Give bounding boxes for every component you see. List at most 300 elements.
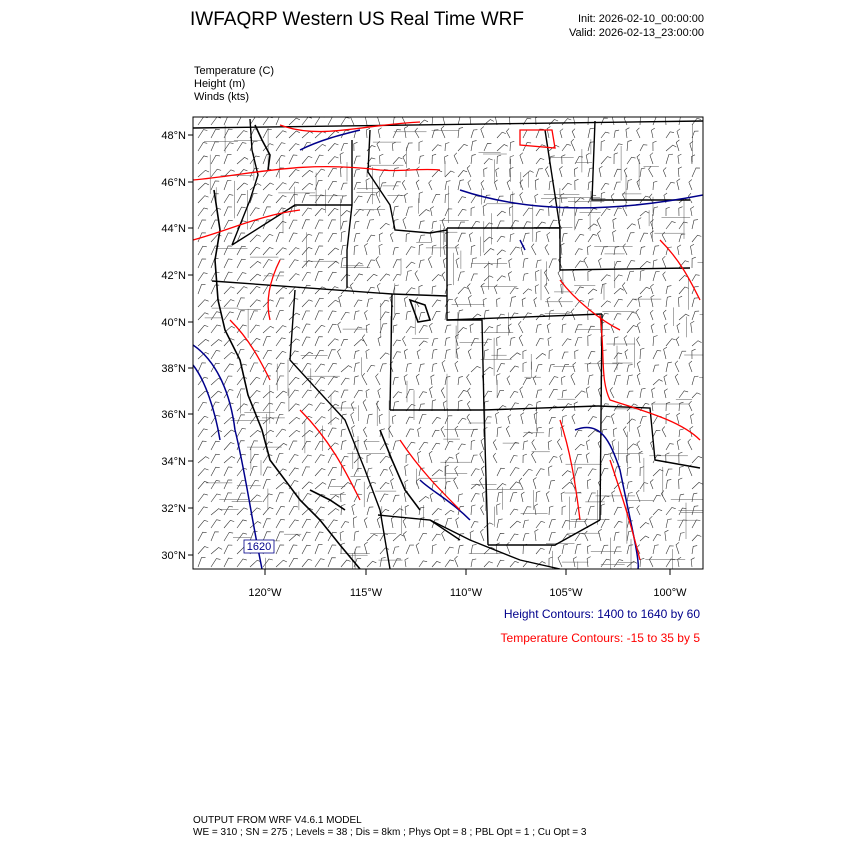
wind-barb <box>393 168 399 177</box>
wind-barb <box>276 183 287 190</box>
wind-barb <box>250 247 260 255</box>
wind-barb <box>571 373 575 385</box>
wind-barb <box>483 205 487 217</box>
wind-barb <box>535 529 539 541</box>
wind-barb <box>651 324 654 333</box>
wind-barb <box>250 377 260 385</box>
wind-barb <box>403 518 406 528</box>
wind-barb <box>328 467 337 476</box>
wind-barb <box>665 530 669 541</box>
wind-barb <box>510 468 519 476</box>
wind-barb <box>432 154 436 164</box>
wind-barb <box>289 468 299 476</box>
wind-barb <box>276 429 286 437</box>
wind-barb <box>588 114 592 125</box>
wind-barb <box>224 272 233 281</box>
wind-barb <box>442 272 445 281</box>
wind-barb <box>613 428 617 437</box>
wind-barb <box>575 391 585 398</box>
wind-barb <box>276 402 285 411</box>
wind-barb <box>614 288 624 294</box>
field-height: Height (m) <box>194 78 246 90</box>
wind-barb <box>224 233 232 242</box>
wind-barb <box>692 349 696 359</box>
wind-barb <box>575 325 582 333</box>
lat-tick-label: 36°N <box>161 409 186 421</box>
wind-barb <box>549 428 553 437</box>
wind-barb <box>471 559 476 567</box>
wind-barb <box>419 260 425 268</box>
wind-barb <box>302 208 312 216</box>
wind-barb <box>666 444 674 450</box>
wind-barb <box>588 224 597 229</box>
wind-barb <box>367 260 375 268</box>
wind-barb <box>481 505 485 515</box>
wind-barb <box>328 272 337 281</box>
wind-barb <box>598 529 601 541</box>
wind-barb <box>237 298 245 307</box>
wind-barb <box>549 466 553 476</box>
wind-barb <box>497 258 501 268</box>
wind-barb <box>471 429 478 437</box>
wind-barb <box>315 377 325 385</box>
wind-barb <box>573 269 576 281</box>
wind-barb <box>328 220 336 229</box>
wind-barb <box>586 153 589 164</box>
wind-barb <box>250 430 261 437</box>
wind-barb <box>627 545 633 554</box>
wind-barb <box>456 453 459 463</box>
wind-barb <box>614 532 619 541</box>
wind-barb <box>623 244 627 255</box>
lon-tick-label: 120°W <box>248 587 282 599</box>
wind-barb <box>354 340 365 347</box>
wind-barb <box>481 283 484 294</box>
wind-barb <box>455 297 458 307</box>
wind-barb <box>263 350 272 359</box>
wind-barb <box>663 310 666 320</box>
wind-barb <box>497 364 505 372</box>
wind-barb <box>328 418 339 425</box>
wind-barb <box>666 132 674 138</box>
wind-barb <box>445 560 454 567</box>
wind-barb <box>289 520 299 528</box>
wind-barb <box>522 298 526 307</box>
wind-barb <box>510 392 518 399</box>
wind-barb <box>652 402 655 411</box>
wind-barb <box>198 507 208 515</box>
wind-barb <box>484 168 488 177</box>
wind-barb <box>493 453 497 463</box>
wind-barb <box>224 545 232 554</box>
wind-barb <box>380 223 390 229</box>
wind-barb <box>441 126 445 138</box>
wind-barb <box>406 545 414 554</box>
wind-barb <box>380 353 389 359</box>
wind-barb <box>458 272 465 281</box>
wind-barb <box>471 522 478 528</box>
wind-barb <box>377 141 380 151</box>
wind-barb <box>481 180 484 190</box>
wind-barb <box>432 349 437 359</box>
wind-barb <box>623 427 627 438</box>
wind-barb <box>211 155 220 164</box>
wind-barb <box>455 466 458 476</box>
wind-barb <box>263 260 272 268</box>
wind-barb <box>471 141 477 151</box>
wind-barb <box>549 310 554 320</box>
wind-barb <box>679 234 685 242</box>
wind-barb <box>691 414 694 424</box>
wind-barb <box>302 467 310 476</box>
lat-tick-label: 46°N <box>161 177 186 189</box>
wind-barb <box>377 206 380 216</box>
wind-barb <box>497 427 502 437</box>
wind-barb <box>354 221 359 229</box>
wind-barb <box>367 507 373 515</box>
footer-config-info: WE = 310 ; SN = 275 ; Levels = 38 ; Dis = 8km ; Phys Opt = 8 ; PBL Opt = 1 ; Cu Opt = 3 <box>193 827 587 838</box>
wind-barb <box>364 439 367 450</box>
wind-barb <box>523 171 534 177</box>
wind-barb <box>601 416 611 424</box>
wind-barb <box>549 457 557 464</box>
wind-barb <box>289 377 299 385</box>
wind-barb <box>419 244 423 255</box>
wind-barb <box>250 261 261 268</box>
wind-barb <box>405 480 408 489</box>
wind-barb <box>315 311 323 320</box>
wind-barb <box>416 543 419 554</box>
wind-barb <box>649 557 653 568</box>
wind-barb <box>612 491 615 502</box>
wind-barb <box>575 220 583 229</box>
wind-barb <box>547 323 550 333</box>
wind-barb <box>341 183 347 190</box>
height-contours-layer <box>193 130 703 569</box>
wind-barb <box>419 415 426 425</box>
wind-barb <box>263 326 274 333</box>
wind-barb <box>393 314 400 320</box>
wind-barb <box>416 479 419 489</box>
wind-barb <box>390 232 393 242</box>
wind-barb <box>302 272 311 281</box>
wind-barb <box>677 439 680 450</box>
wind-barb <box>678 154 682 164</box>
wind-barb <box>507 376 510 385</box>
wind-barb <box>341 441 346 450</box>
wind-barb <box>651 295 654 307</box>
wind-barb <box>653 365 659 372</box>
wind-barb <box>276 532 284 541</box>
wind-barb <box>510 561 519 567</box>
wind-barb <box>468 284 472 295</box>
wind-barb <box>532 244 537 255</box>
wind-barb <box>250 454 259 463</box>
wind-barb <box>548 440 552 450</box>
wind-barb <box>328 520 338 528</box>
wind-barb <box>211 117 221 125</box>
wind-barb <box>456 348 459 359</box>
wind-barb <box>612 115 615 125</box>
wind-barb <box>363 427 367 437</box>
wind-barb <box>302 117 312 125</box>
wind-barb <box>315 298 324 307</box>
wind-barb <box>302 455 312 463</box>
wind-barb <box>664 389 667 398</box>
wind-barb <box>341 211 350 217</box>
wind-barb <box>379 414 383 424</box>
wind-barb <box>341 117 350 125</box>
wind-barb <box>224 312 234 320</box>
wind-barb <box>276 311 284 320</box>
wind-barb <box>637 154 640 164</box>
wind-barb <box>302 194 310 203</box>
wind-barb <box>351 412 354 424</box>
wind-barb <box>601 140 605 151</box>
wind-barb <box>510 482 520 489</box>
wind-barb <box>406 363 412 372</box>
wind-barb <box>677 323 680 333</box>
wind-barb <box>509 259 512 268</box>
wind-barb <box>289 390 299 398</box>
wind-barb <box>523 454 527 463</box>
wind-barb <box>405 505 409 515</box>
wind-barb <box>289 545 297 554</box>
wind-barb <box>276 196 286 204</box>
wind-barb <box>263 207 271 216</box>
wind-barb <box>467 374 471 385</box>
wind-barb <box>237 259 246 268</box>
wind-barb <box>627 261 635 268</box>
wind-barb <box>510 353 521 359</box>
wind-barb <box>508 324 511 333</box>
wind-barb <box>276 519 285 528</box>
wind-barb <box>442 218 445 229</box>
wind-barb <box>588 234 597 242</box>
wind-barb <box>430 387 433 398</box>
wind-barb <box>650 153 653 164</box>
wind-barb <box>393 247 399 255</box>
wind-barb <box>354 531 359 541</box>
wind-barb <box>481 127 484 139</box>
wind-barb <box>224 155 232 164</box>
wind-barb <box>328 391 339 398</box>
wind-barb <box>497 504 501 515</box>
wind-barb <box>692 493 697 502</box>
wind-barb <box>237 273 246 281</box>
wind-barb <box>224 207 232 216</box>
wind-barb <box>224 181 231 191</box>
wind-barb <box>601 504 605 515</box>
wind-barb <box>586 387 589 398</box>
wind-barb <box>601 404 609 411</box>
wind-barb <box>367 274 377 281</box>
wind-barb <box>614 169 621 177</box>
wind-barb <box>198 259 206 268</box>
wind-barb <box>627 444 637 450</box>
wind-barb <box>650 516 654 528</box>
wind-barb <box>471 196 480 203</box>
wind-barb <box>328 181 337 190</box>
wind-barb <box>237 508 248 515</box>
wind-barb <box>575 350 579 359</box>
wind-barb <box>432 534 441 541</box>
wind-barb <box>572 129 575 138</box>
wind-barb <box>497 468 505 476</box>
wind-barb <box>601 209 610 216</box>
wind-barb <box>380 183 386 190</box>
wind-barb <box>417 350 420 360</box>
wind-barb <box>676 542 679 554</box>
wind-barb <box>627 271 634 281</box>
wind-barb <box>419 392 427 398</box>
wind-barb <box>211 532 219 541</box>
wind-barb <box>536 469 545 476</box>
wind-barb <box>532 452 537 464</box>
wind-barb <box>666 145 676 151</box>
wind-barb <box>471 366 481 372</box>
wind-barb <box>678 167 682 177</box>
wind-barb <box>432 221 437 229</box>
wind-barb <box>458 171 467 178</box>
wind-barb <box>263 195 272 203</box>
wind-barb <box>378 128 381 138</box>
wind-barb <box>458 545 464 554</box>
wind-barb <box>588 469 596 476</box>
wind-barb <box>510 167 514 177</box>
wind-barb <box>211 454 220 463</box>
wind-barb <box>666 546 674 554</box>
wind-barb <box>509 206 513 216</box>
wind-barb <box>393 325 397 333</box>
wind-barb <box>328 262 339 269</box>
wind-barb <box>354 170 360 178</box>
wind-barb <box>613 230 617 242</box>
wind-barb <box>627 157 636 164</box>
wind-barb <box>471 207 475 216</box>
wind-barb <box>692 298 698 307</box>
wind-barb <box>614 353 622 359</box>
wind-barb <box>315 545 323 554</box>
footer-model-info: OUTPUT FROM WRF V4.6.1 MODEL <box>193 815 362 826</box>
wind-barb <box>211 559 220 567</box>
wind-barb <box>443 115 446 125</box>
wind-barb <box>627 375 633 385</box>
wind-barb <box>494 285 497 294</box>
wind-barb <box>419 221 425 229</box>
wind-barb <box>650 194 654 203</box>
wind-barb <box>224 195 233 204</box>
wind-barb <box>545 245 549 256</box>
wind-barb <box>458 233 466 242</box>
wind-barb <box>315 532 323 541</box>
wind-barb <box>601 184 609 191</box>
wind-barb <box>276 287 287 294</box>
wind-barb <box>198 494 208 502</box>
wind-barb <box>533 478 536 490</box>
wind-barb <box>562 119 571 125</box>
wind-barb <box>679 222 688 229</box>
wind-barb <box>315 350 324 359</box>
wind-barb <box>354 274 363 281</box>
wind-barb <box>692 235 701 242</box>
wind-barb <box>419 561 427 567</box>
wind-barb <box>458 376 463 385</box>
wind-barb <box>532 440 536 451</box>
wind-barb <box>250 235 261 242</box>
wind-barb <box>393 340 401 346</box>
wind-barb <box>198 300 209 307</box>
wind-barb <box>380 483 389 490</box>
wind-barb <box>302 430 313 437</box>
wind-barb <box>666 479 671 489</box>
wind-barb <box>263 129 272 138</box>
wind-barb <box>367 468 372 476</box>
wind-barb <box>302 300 313 307</box>
wind-barb <box>558 270 562 281</box>
wind-barb <box>341 339 348 346</box>
wind-barb <box>315 417 326 424</box>
wind-barb <box>276 248 287 255</box>
wind-barb <box>519 321 524 333</box>
wind-barb <box>328 300 339 307</box>
wind-barb <box>560 166 563 177</box>
wind-barb <box>289 260 299 268</box>
wind-barb <box>622 283 627 295</box>
lon-tick-label: 115°W <box>349 587 383 599</box>
wind-barb <box>419 235 425 242</box>
wind-barb <box>393 495 399 502</box>
wind-barb <box>419 497 429 503</box>
wind-barb <box>588 493 596 502</box>
wind-barb <box>198 196 209 203</box>
wind-barb <box>627 140 632 151</box>
wind-barb <box>458 390 467 398</box>
wind-barb <box>237 493 245 502</box>
wind-barb <box>627 326 637 334</box>
wind-barb <box>601 496 609 502</box>
wind-barb <box>393 274 401 281</box>
wind-barb <box>597 218 601 229</box>
wind-barb <box>445 143 449 152</box>
wind-barb <box>445 285 452 294</box>
wind-barb <box>224 443 234 451</box>
wind-barb <box>198 183 209 190</box>
wind-barb <box>198 558 206 567</box>
wind-barb <box>546 491 549 502</box>
latitude-axis <box>161 130 193 562</box>
wind-barb <box>302 519 311 528</box>
height-contours-legend: Height Contours: 1400 to 1640 by 60 <box>503 607 700 621</box>
wind-barb <box>328 324 337 333</box>
wind-barb <box>558 555 562 567</box>
wind-barb <box>341 275 350 282</box>
wind-barb <box>211 441 220 450</box>
wind-barb <box>445 325 451 333</box>
wind-barb <box>302 441 311 450</box>
wind-barb <box>302 532 311 541</box>
wind-barb <box>637 441 640 450</box>
wind-barb <box>276 443 287 450</box>
wind-barb <box>497 236 505 242</box>
wind-barb <box>302 337 310 346</box>
wind-barb <box>653 260 657 268</box>
wind-barb <box>315 483 326 490</box>
wind-barb <box>549 557 553 567</box>
wind-barb <box>638 425 641 437</box>
wind-barb <box>601 545 608 554</box>
wind-barb <box>557 439 562 450</box>
